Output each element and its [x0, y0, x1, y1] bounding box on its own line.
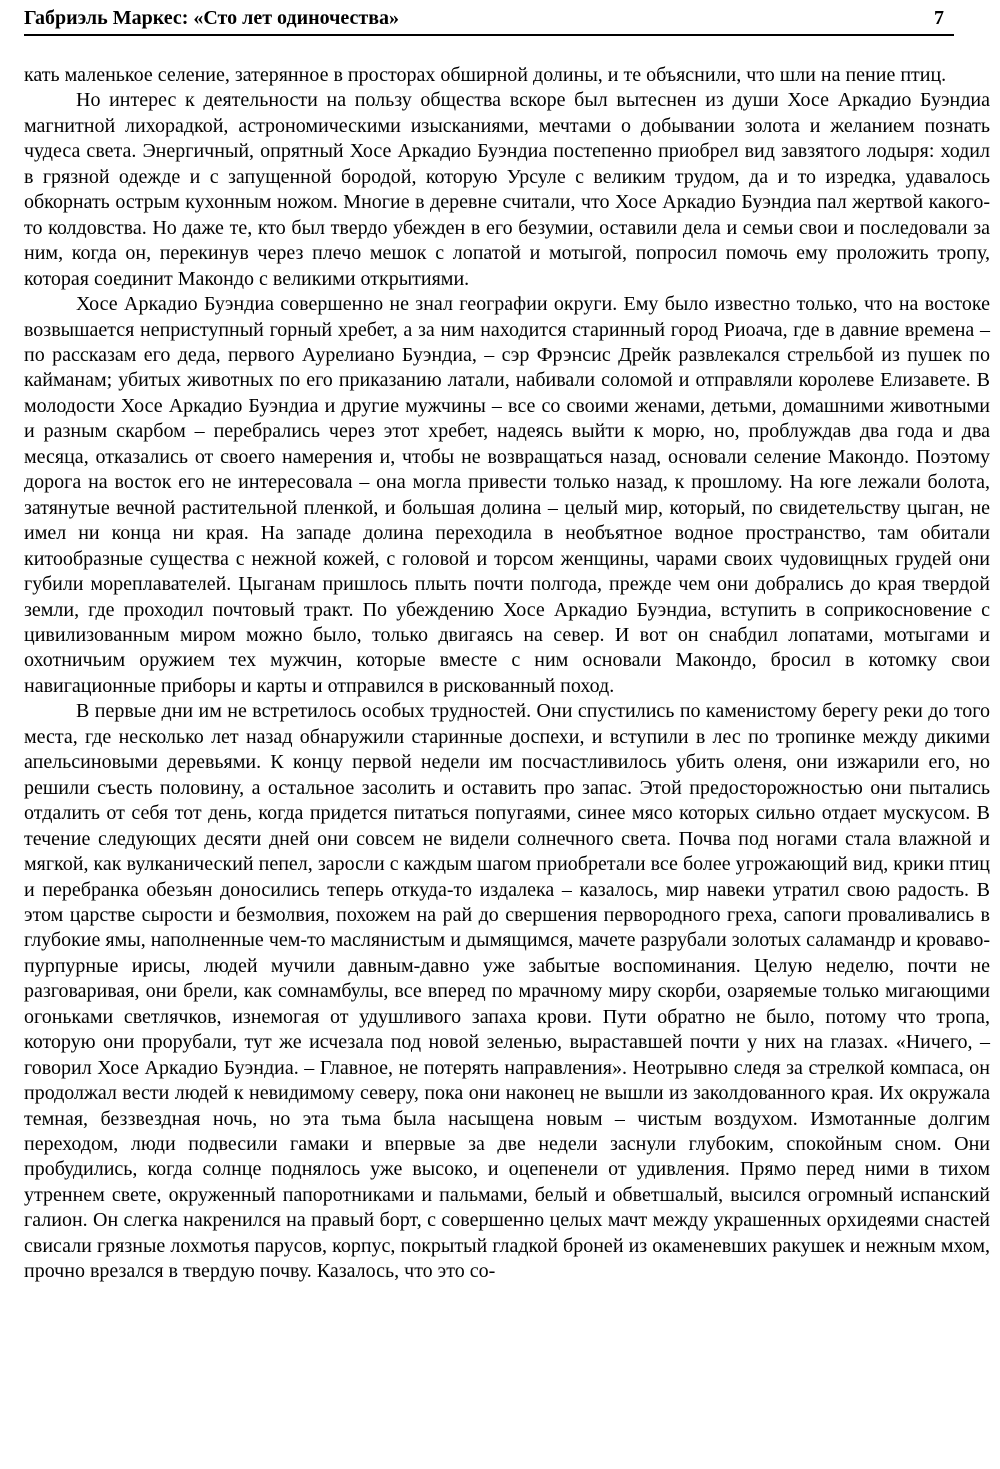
- page-header: [24, 7, 954, 36]
- paragraph: Но интерес к деятельности на пользу общества вскоре был вытеснен из души Хосе Аркадио Буэндиа магнитной лихорадкой, астрономическими изысканиями, мечтами о добывании золота и желанием познать чудеса света. Энергичный, опрятный Хосе Аркадио Буэндиа постепенно приобрел вид завзятого лодыря: ходил в грязной одежде и с запущенной бородой, которую Урсуле с великим трудом, да и то изредка, удавалось обкорнать острым кухонным ножом. Многие в деревне считали, что Хосе Аркадио Буэндиа пал жертвой какого-то колдовства. Но даже те, кто был твердо убежден в его безумии, оставили дела и семьи свои и последовали за ним, когда он, перекинув через плечо мешок с лопатой и мотыгой, попросил помочь ему проложить тропу, которая соединит Макондо с великими открытиями.: [24, 89, 990, 290]
- paragraph: Хосе Аркадио Буэндиа совершенно не знал географии округи. Ему было известно только, что на востоке возвышается неприступный горный хребет, а за ним находится старинный город Риоача, где в давние времена – по рассказам его деда, первого Аурелиано Буэндиа, – сэр Фрэнсис Дрейк развлекался стрельбой из пушек по кайманам; убитых животных по его приказанию латали, набивали соломой и отправляли королеве Елизавете. В молодости Хосе Аркадио Буэндиа и другие мужчины – все со своими женами, детьми, домашними животными и разным скарбом – перебрались через этот хребет, надеясь выйти к морю, но, проблуждав два года и два месяца, отказались от своего намерения и, чтобы не возвращаться назад, основали селение Макондо. Поэтому дорога на восток его не интересовала – она могла привести только назад, к прошлому. На юге лежали болота, затянутые вечной растительной пленкой, и большая долина – целый мир, который, по свидетельству цыган, не имел ни конца ни края. На западе долина переходила в необъятное водное пространство, там обитали китообразные существа с нежной кожей, с головой и торсом женщины, чарами своих чудовищных грудей они губили мореплавателей. Цыганам пришлось плыть почти полгода, прежде чем они добрались до края твердой земли, где проходил почтовый тракт. По убеждению Хосе Аркадио Буэндиа, вступить в соприкосновение с цивилизованным миром можно было, только двигаясь на север. И вот он снабдил лопатами, мотыгами и охотничьим оружием тех мужчин, которые вместе с ним основали Макондо, бросил в котомку свои навигационные приборы и карты и отправился в рискованный поход.: [24, 293, 990, 697]
- paragraph: кать маленькое селение, затерянное в просторах обширной долины, и те объяснили, что шли на пение птиц.: [24, 64, 947, 86]
- page-body: [24, 63, 990, 1285]
- paragraph: В первые дни им не встретилось особых трудностей. Они спустились по каменистому берегу реки до того места, где несколько лет назад обнаружили старинные доспехи, и вступили в лес по тропинке между дикими апельсиновыми деревьями. К концу первой недели им посчастливилось убить оленя, они изжарили его, но решили съесть половину, а остальное засолить и оставить про запас. Этой предосторожностью они пытались отдалить от себя тот день, когда придется питаться попугаями, синее мясо которых сильно отдает мускусом. В течение следующих десяти дней они совсем не видели солнечного света. Почва под ногами стала влажной и мягкой, как вулканический пепел, заросли с каждым шагом приобретали все более угрожающий вид, крики птиц и перебранка обезьян доносились теперь откуда-то издалека – казалось, мир навеки утратил свою радость. В этом царстве сырости и безмолвия, похожем на рай до свершения первородного греха, сапоги проваливались в глубокие ямы, наполненные чем-то маслянистым и дымящимся, мачете разрубали золотых саламандр и кроваво-пурпурные ирисы, людей мучили давным-давно уже забытые воспоминания. Целую неделю, почти не разговаривая, они брели, как сомнамбулы, все вперед по мрачному миру скорби, озаряемые только мигающими огоньками светлячков, изнемогая от удушливого запаха крови. Пути обратно не было, потому что тропа, которую они прорубали, тут же исчезала под новой зеленью, выраставшей почти у них на глазах. «Ничего, – говорил Хосе Аркадио Буэндиа. – Главное, не потерять направления». Неотрывно следя за стрелкой компаса, он продолжал вести людей к невидимому северу, пока они наконец не вышли из заколдованного края. Их окружала темная, беззвездная ночь, но эта тьма была насыщена новым – чистым воздухом. Измотанные долгим переходом, люди подвесили гамаки и впервые за две недели заснули глубоким, спокойным сном. Они пробудились, когда солнце поднялось уже высоко, и оцепенели от удивления. Прямо перед ними в тихом утреннем свете, окруженный папоротниками и пальмами, белый и обветшалый, высился огромный испанский галион. Он слегка накренился на правый борт, с совершенно целых мачт между украшенных орхидеями снастей свисали грязные лохмотья парусов, корпус, покрытый гладкой броней из окаменевших ракушек и нежным мхом, прочно врезался в твердую почву. Казалось, что это со-: [24, 700, 990, 1283]
- page-number: 7: [934, 7, 944, 29]
- running-title: Габриэль Маркес: «Сто лет одиночества»: [24, 7, 400, 29]
